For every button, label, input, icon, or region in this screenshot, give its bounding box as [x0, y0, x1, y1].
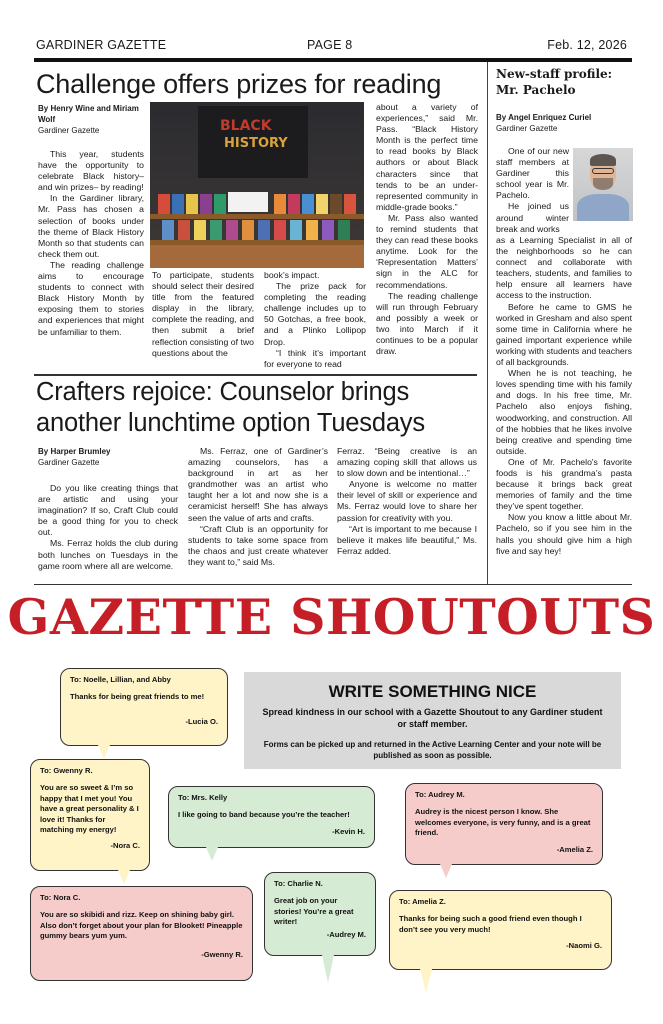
- bubble-tail: [98, 745, 110, 759]
- article1-author: By Henry Wine and Miriam Wolf: [38, 104, 139, 124]
- shoutout-to: To: Charlie N.: [274, 879, 323, 888]
- page-number: PAGE 8: [307, 38, 353, 52]
- shoutout-to: To: Amelia Z.: [399, 897, 446, 906]
- shoutout-bubble: [405, 783, 603, 865]
- paragraph: The prize pack for completing the reading challenge includes up to 50 Gotchas, a free book, and a Plinko Lollipop Drop.: [264, 281, 366, 347]
- write-something-nice-box: [244, 672, 621, 769]
- article1-column-2: [152, 270, 254, 359]
- paragraph: This year, students have the opportunity to celebrate Black history– and win prizes– by reading!: [38, 149, 144, 193]
- shoutout-bubble: [30, 759, 150, 871]
- paragraph: One of Mr. Pachelo's favorite foods is his grandma’s pasta because it brings back great memories of family and the time they’ve spent together.: [496, 456, 632, 512]
- shoutout-bubble: [389, 890, 612, 970]
- shoutout-to: To: Mrs. Kelly: [178, 793, 228, 802]
- paragraph: He joined us around winter break and works: [496, 201, 569, 234]
- shoutouts-title: GAZETTE SHOUTOUTS: [7, 588, 656, 646]
- paragraph: about a variety of experiences,” said Mr. Pass. “Black History Month is the perfect time to read books by Black authors or about Black characters since that tends to be an under-represented community in middle-grade books.”: [376, 102, 478, 212]
- article1-column-3: [264, 270, 366, 370]
- bubble-tail: [322, 955, 334, 983]
- header-rule: [34, 58, 632, 62]
- bubble-tail: [420, 969, 432, 993]
- paragraph: Now you know a little about Mr. Pachelo, so if you see him in the halls you should give him a high five and say hey!: [496, 512, 632, 556]
- paragraph: as a Learning Specialist in all of the neighborhoods so he can connect and collaborate with teachers, students, and families to help ensure all learners have access to the instruction.: [496, 235, 632, 301]
- book-display-photo: [150, 102, 364, 268]
- article1-col1-text: [38, 149, 144, 338]
- shoutout-message: I like going to band because you’re the teacher!: [178, 810, 350, 820]
- nice-subtitle: Spread kindness in our school with a Gazette Shoutout to any Gardiner student or staff member.: [262, 707, 603, 729]
- photo-sign-history: HISTORY: [224, 136, 288, 151]
- shoutout-from: -Naomi G.: [566, 941, 602, 951]
- paragraph: “I think it’s important for everyone to read: [264, 347, 366, 369]
- paragraph: Ms. Ferraz, one of Gardiner’s amazing counselors, has a background in art as her grandmother was an artist who taught her a lot and now she is a ceramicist herself! She has always seen the value of arts and crafts.: [188, 446, 328, 523]
- shoutout-message: Thanks for being such a good friend even though I don’t see you very much!: [399, 914, 582, 934]
- paragraph: Ferraz. “Being creative is an amazing coping skill that allows us to slow down and be intentional…”: [337, 446, 477, 479]
- column-divider: [487, 62, 488, 584]
- paragraph: Mr. Pass also wanted to remind students that they can read these books anytime. Look for the ‘Representation Matters’ sign in the ALC for recommendations.: [376, 212, 478, 290]
- article1-column-1: [38, 103, 144, 338]
- staff-portrait: [573, 148, 633, 221]
- article2-org: Gardiner Gazette: [38, 458, 100, 467]
- shoutout-from: -Nora C.: [110, 841, 140, 851]
- article1-column-4: [376, 102, 478, 357]
- shoutout-message: You are so skibidi and rizz. Keep on shining baby girl. Also don’t forget about your plan for Blooket! Pineapple gummy bears yum yum.: [40, 910, 243, 941]
- section-divider: [34, 584, 632, 585]
- paragraph: “Art is important to me because I believe it makes life beautiful,” Ms. Ferraz added.: [337, 523, 477, 556]
- paragraph: One of our new staff members at Gardiner this school year is Mr. Pachelo.: [496, 146, 569, 201]
- shoutout-bubble: [168, 786, 375, 848]
- shoutout-from: -Amelia Z.: [556, 844, 593, 854]
- paragraph: In the Gardiner library, Mr. Pass has chosen a selection of books under the theme of Black History Month so that students can check them out.: [38, 193, 144, 259]
- shoutout-message: Audrey is the nicest person I know. She welcomes everyone, is very funny, and is a great friend.: [415, 807, 591, 838]
- paragraph: When he is not teaching, he loves spending time with his family and dogs. In his free time, Mr. Pachelo also enjoys fishing, woodworking, and construction. All of the hobbies that he likes involve being creative and spending time outside.: [496, 368, 632, 456]
- profile-org: Gardiner Gazette: [496, 124, 558, 133]
- article2-author: By Harper Brumley: [38, 447, 111, 456]
- profile-headline: New-staff profile: Mr. Pachelo: [496, 67, 613, 97]
- paragraph: Before he came to GMS he worked in Gresham and also spent some time in California where he gained important experience while working with students and teachers of all backgrounds.: [496, 301, 632, 368]
- article2-column-3: [337, 446, 477, 557]
- shoutout-bubble: [30, 886, 253, 981]
- nice-instructions: Forms can be picked up and returned in the Active Learning Center and your note will be published as soon as possible.: [263, 740, 602, 760]
- profile-author: By Angel Enriquez Curiel: [496, 113, 592, 122]
- paragraph: Anyone is welcome no matter their level of skill or experience and Ms. Ferraz would love to share her passion for creativity with you.: [337, 479, 477, 523]
- photo-sign-black: BLACK: [220, 118, 272, 134]
- article1-headline: Challenge offers prizes for reading: [36, 69, 442, 99]
- article1-org: Gardiner Gazette: [38, 126, 100, 135]
- paragraph: The reading challenge aims to encourage students to connect with Black History Month by exposing them to stories and experiences that might be unfamiliar to them.: [38, 259, 144, 337]
- shoutout-from: -Lucia O.: [185, 716, 218, 726]
- shoutout-from: -Audrey M.: [326, 929, 366, 939]
- shoutout-bubble: [60, 668, 228, 746]
- shoutout-to: To: Nora C.: [40, 893, 81, 902]
- article-divider: [34, 374, 477, 376]
- shoutout-to: To: Audrey M.: [415, 790, 465, 799]
- profile-body: [496, 235, 632, 557]
- shoutout-message: Great job on your stories! You’re a great writer!: [274, 896, 354, 927]
- shoutout-message: Thanks for being great friends to me!: [70, 692, 205, 702]
- shoutout-to: To: Noelle, Lillian, and Abby: [70, 675, 171, 684]
- profile-wrapped-text: [496, 146, 569, 235]
- bubble-tail: [118, 870, 130, 884]
- issue-date: Feb. 12, 2026: [547, 38, 627, 52]
- article2-headline: Crafters rejoice: Counselor brings another lunchtime option Tuesdays: [36, 378, 425, 437]
- bubble-tail: [440, 864, 452, 878]
- article2-column-2: [188, 446, 328, 568]
- paragraph: “Craft Club is an opportunity for students to take some space from the chaos and just create whatever they want to,” said Ms.: [188, 523, 328, 567]
- paragraph: To participate, students should select their desired title from the featured display in the library, complete the reading, and then submit a brief reflection consisting of two questions about the: [152, 270, 254, 358]
- shoutout-from: -Kevin H.: [332, 826, 365, 836]
- article2-col1-text: [38, 483, 178, 572]
- paper-name: GARDINER GAZETTE: [36, 38, 167, 52]
- shoutout-to: To: Gwenny R.: [40, 766, 93, 775]
- paragraph: The reading challenge will run through February and possibly a week or two into March if it continues to be a popular draw.: [376, 290, 478, 357]
- bubble-tail: [206, 847, 218, 861]
- nice-title: WRITE SOMETHING NICE: [328, 682, 537, 701]
- paragraph: Ms. Ferraz holds the club during both lunches on Tuesdays in the game room where all are welcome.: [38, 538, 178, 571]
- shoutout-from: -Gwenny R.: [201, 949, 243, 959]
- shoutout-bubble: [264, 872, 376, 956]
- paragraph: Do you like creating things that are artistic and using your imagination? If so, Craft Club could be a good thing for you to check out.: [38, 483, 178, 538]
- paragraph: book’s impact.: [264, 270, 320, 280]
- shoutout-message: You are so sweet & I’m so happy that I met you! You have a great personality & I love it! Thanks for matching my energy!: [40, 783, 139, 835]
- article2-column-1: [38, 446, 178, 572]
